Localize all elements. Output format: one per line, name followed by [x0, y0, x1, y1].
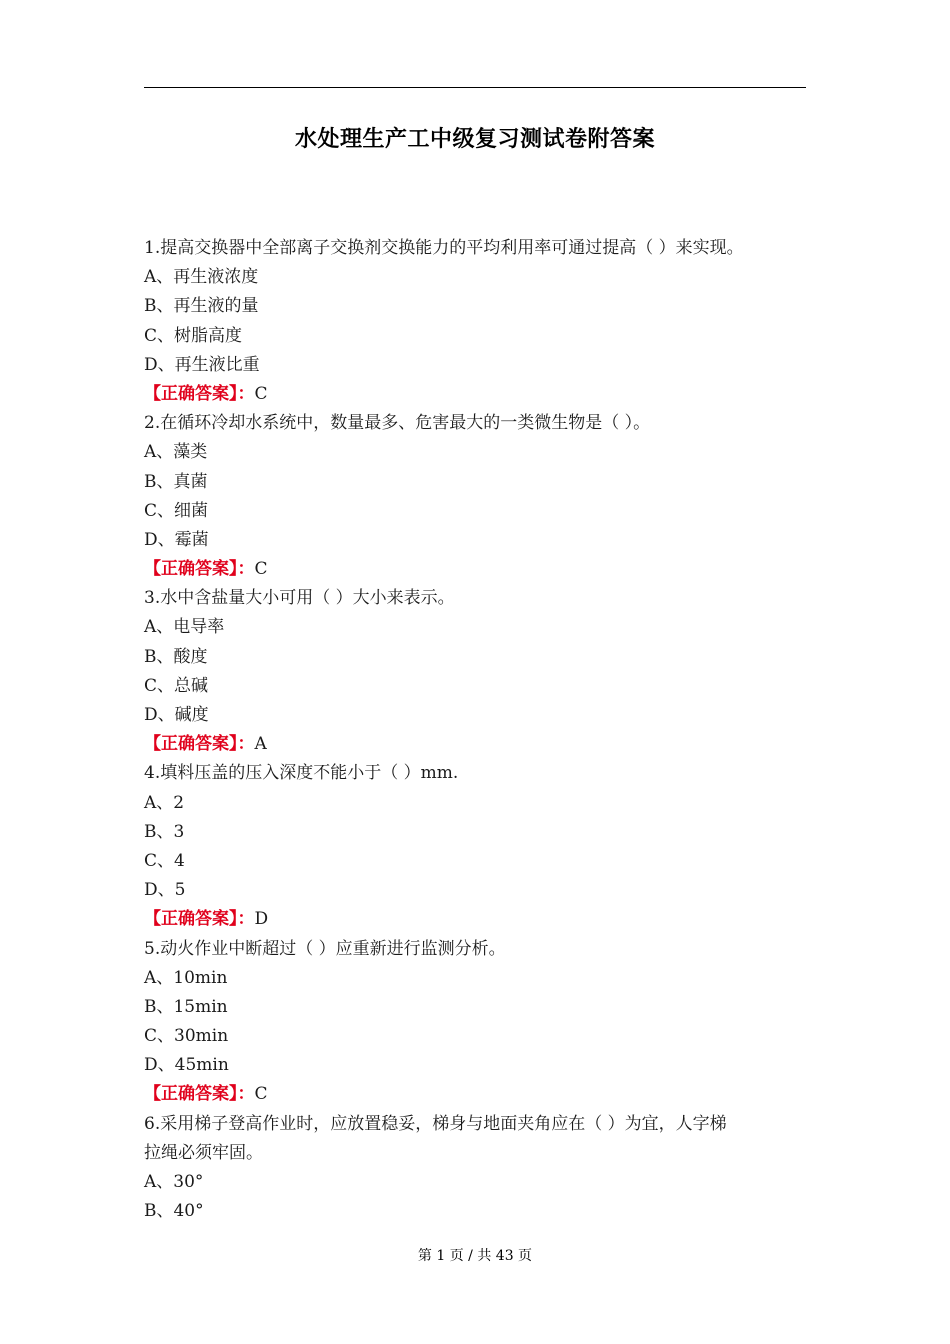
- option: D、45min: [144, 1055, 229, 1076]
- option: D、霉菌: [144, 529, 209, 550]
- answer-line: [144, 380, 824, 409]
- option: B、真菌: [144, 471, 208, 492]
- question-stem: 4.填料压盖的压入深度不能小于（ ）mm.: [144, 763, 459, 784]
- question-list: [144, 234, 824, 1226]
- question-stem-continued: 拉绳必须牢固。: [144, 1142, 263, 1163]
- option: B、酸度: [144, 646, 208, 667]
- header-rule: [144, 87, 806, 88]
- option: D、5: [144, 880, 186, 901]
- question-stem: 6.采用梯子登高作业时，应放置稳妥，梯身与地面夹角应在（ ）为宜，人字梯: [144, 1113, 727, 1134]
- option: C、树脂高度: [144, 325, 243, 346]
- answer-value: C: [254, 1084, 268, 1105]
- option: D、碱度: [144, 705, 209, 725]
- answer-line: [144, 555, 824, 584]
- option: B、15min: [144, 996, 228, 1017]
- answer-label: 【正确答案】：: [144, 383, 255, 404]
- answer-line: [144, 730, 824, 759]
- answer-label: 【正确答案】：: [144, 909, 255, 930]
- question-stem: 5.动火作业中断超过（ ）应重新进行监测分析。: [144, 938, 506, 959]
- option: A、再生液浓度: [144, 267, 259, 288]
- answer-value: D: [254, 909, 269, 930]
- question-stem: 1.提高交换器中全部离子交换剂交换能力的平均利用率可通过提高（ ）来实现。: [144, 238, 744, 258]
- answer-label: 【正确答案】：: [144, 734, 255, 755]
- answer-line: [144, 905, 824, 934]
- option: C、细菌: [144, 500, 209, 521]
- option: C、30min: [144, 1026, 229, 1047]
- answer-value: A: [254, 734, 267, 755]
- answer-label: 【正确答案】：: [144, 559, 255, 580]
- answer-value: C: [254, 559, 268, 580]
- answer-line: [144, 1080, 824, 1109]
- question-stem: 2.在循环冷却水系统中，数量最多、危害最大的一类微生物是（ ）。: [144, 413, 651, 434]
- question-stem: 3.水中含盐量大小可用（ ）大小来表示。: [144, 588, 455, 609]
- option: A、藻类: [144, 442, 208, 463]
- option: D、再生液比重: [144, 354, 260, 375]
- option: B、3: [144, 821, 185, 842]
- answer-value: C: [254, 383, 268, 404]
- option: A、电导率: [144, 617, 225, 638]
- answer-label: 【正确答案】：: [144, 1084, 255, 1105]
- option: A、2: [144, 792, 185, 813]
- option: C、4: [144, 850, 185, 871]
- option: B、再生液的量: [144, 296, 259, 317]
- page-footer: 第 1 页 / 共 43 页: [417, 1248, 533, 1264]
- option: C、总碱: [144, 675, 209, 696]
- document-title: 水处理生产工中级复习测试卷附答案: [294, 126, 655, 152]
- option: A、10min: [144, 967, 228, 988]
- option: A、30°: [144, 1172, 204, 1192]
- option: B、40°: [144, 1201, 204, 1222]
